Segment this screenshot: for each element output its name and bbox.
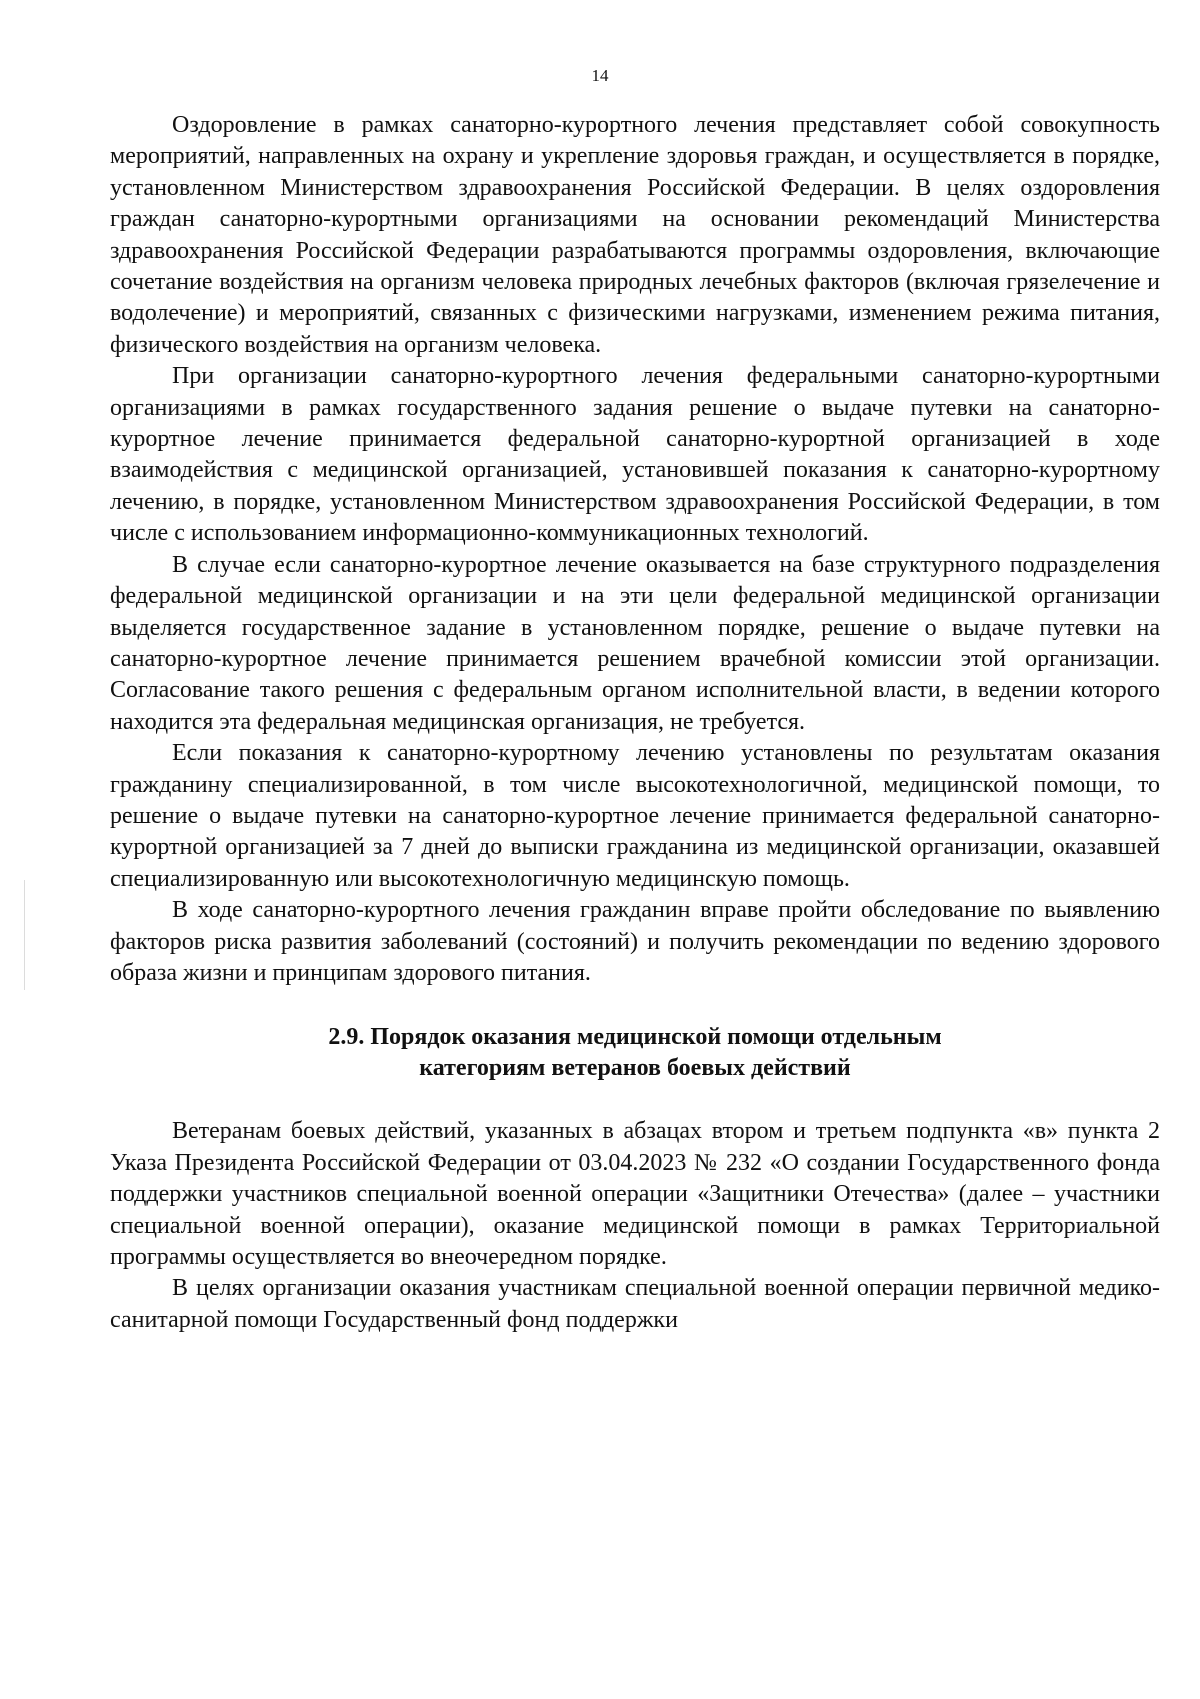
section-heading-line-2: категориям ветеранов боевых действий xyxy=(419,1055,851,1082)
paragraph-specialized-care: Если показания к санаторно-курортному лечению установлены по результатам оказания гражданину специализированной, в том числе высокотехнологичной, медицинской помощи, то решение о выдаче путевки на санаторно-курортное лечение принимается федеральной санаторно-курортной организацией за 7 дней до выписки гражданина из медицинской организации, оказавшей специализированную или высокотехнологичную медицинскую помощь. xyxy=(110,740,1160,892)
paragraph-structural-subdivision: В случае если санаторно-курортное лечение оказывается на базе структурного подразделения федеральной медицинской организации и на эти цели федеральной медицинской организации выделяется государственное задание в установленном порядке, решение о выдаче путевки на санаторно-курортное лечение принимается решением врачебной комиссии этой организации. Согласование такого решения с федеральным органом исполнительной власти, в ведении которого находится эта федеральная медицинская организация, не требуется. xyxy=(110,551,1160,735)
paragraph-examination: В ходе санаторно-курортного лечения гражданин вправе пройти обследование по выявлению факторов риска развития заболеваний (состояний) и получить рекомендации по ведению здорового образа жизни и принципам здорового питания. xyxy=(110,897,1160,986)
section-heading-line-1: 2.9. Порядок оказания медицинской помощи отдельным xyxy=(328,1024,942,1051)
document-body xyxy=(110,110,1160,1336)
section-heading xyxy=(110,1022,1160,1084)
paragraph-primary-care: В целях организации оказания участникам специальной военной операции первичной медико-санитарной помощи Государственный фонд поддержки xyxy=(110,1275,1160,1333)
paragraph-health-improvement: Оздоровление в рамках санаторно-курортного лечения представляет собой совокупность мероприятий, направленных на охрану и укрепление здоровья граждан, и осуществляется в порядке, установленном Министерством здравоохранения Российской Федерации. В целях оздоровления граждан санаторно-курортными организациями на основании рекомендаций Министерства здравоохранения Российской Федерации разрабатываются программы оздоровления, включающие сочетание воздействия на организм человека природных лечебных факторов (включая грязелечение и водолечение) и мероприятий, связанных с физическими нагрузками, изменением режима питания, физического воздействия на организм человека. xyxy=(110,112,1160,358)
paragraph-combat-veterans: Ветеранам боевых действий, указанных в абзацах втором и третьем подпункта «в» пункта 2 Указа Президента Российской Федерации от 03.04.2023 № 232 «О создании Государственного фонда поддержки участников специальной военной операции «Защитники Отечества» (далее – участники специальной военной операции), оказание медицинской помощи в рамках Территориальной программы осуществляется во внеочередном порядке. xyxy=(110,1118,1160,1270)
paragraph-federal-organizations: При организации санаторно-курортного лечения федеральными санаторно-курортными организациями в рамках государственного задания решение о выдаче путевки на санаторно-курортное лечение принимается федеральной санаторно-курортной организацией в ходе взаимодействия с медицинской организацией, установившей показания к санаторно-курортному лечению, в порядке, установленном Министерством здравоохранения Российской Федерации, в том числе с использованием информационно-коммуникационных технологий. xyxy=(110,363,1160,547)
page-number: 14 xyxy=(591,66,609,85)
scan-edge-mark xyxy=(24,880,25,990)
